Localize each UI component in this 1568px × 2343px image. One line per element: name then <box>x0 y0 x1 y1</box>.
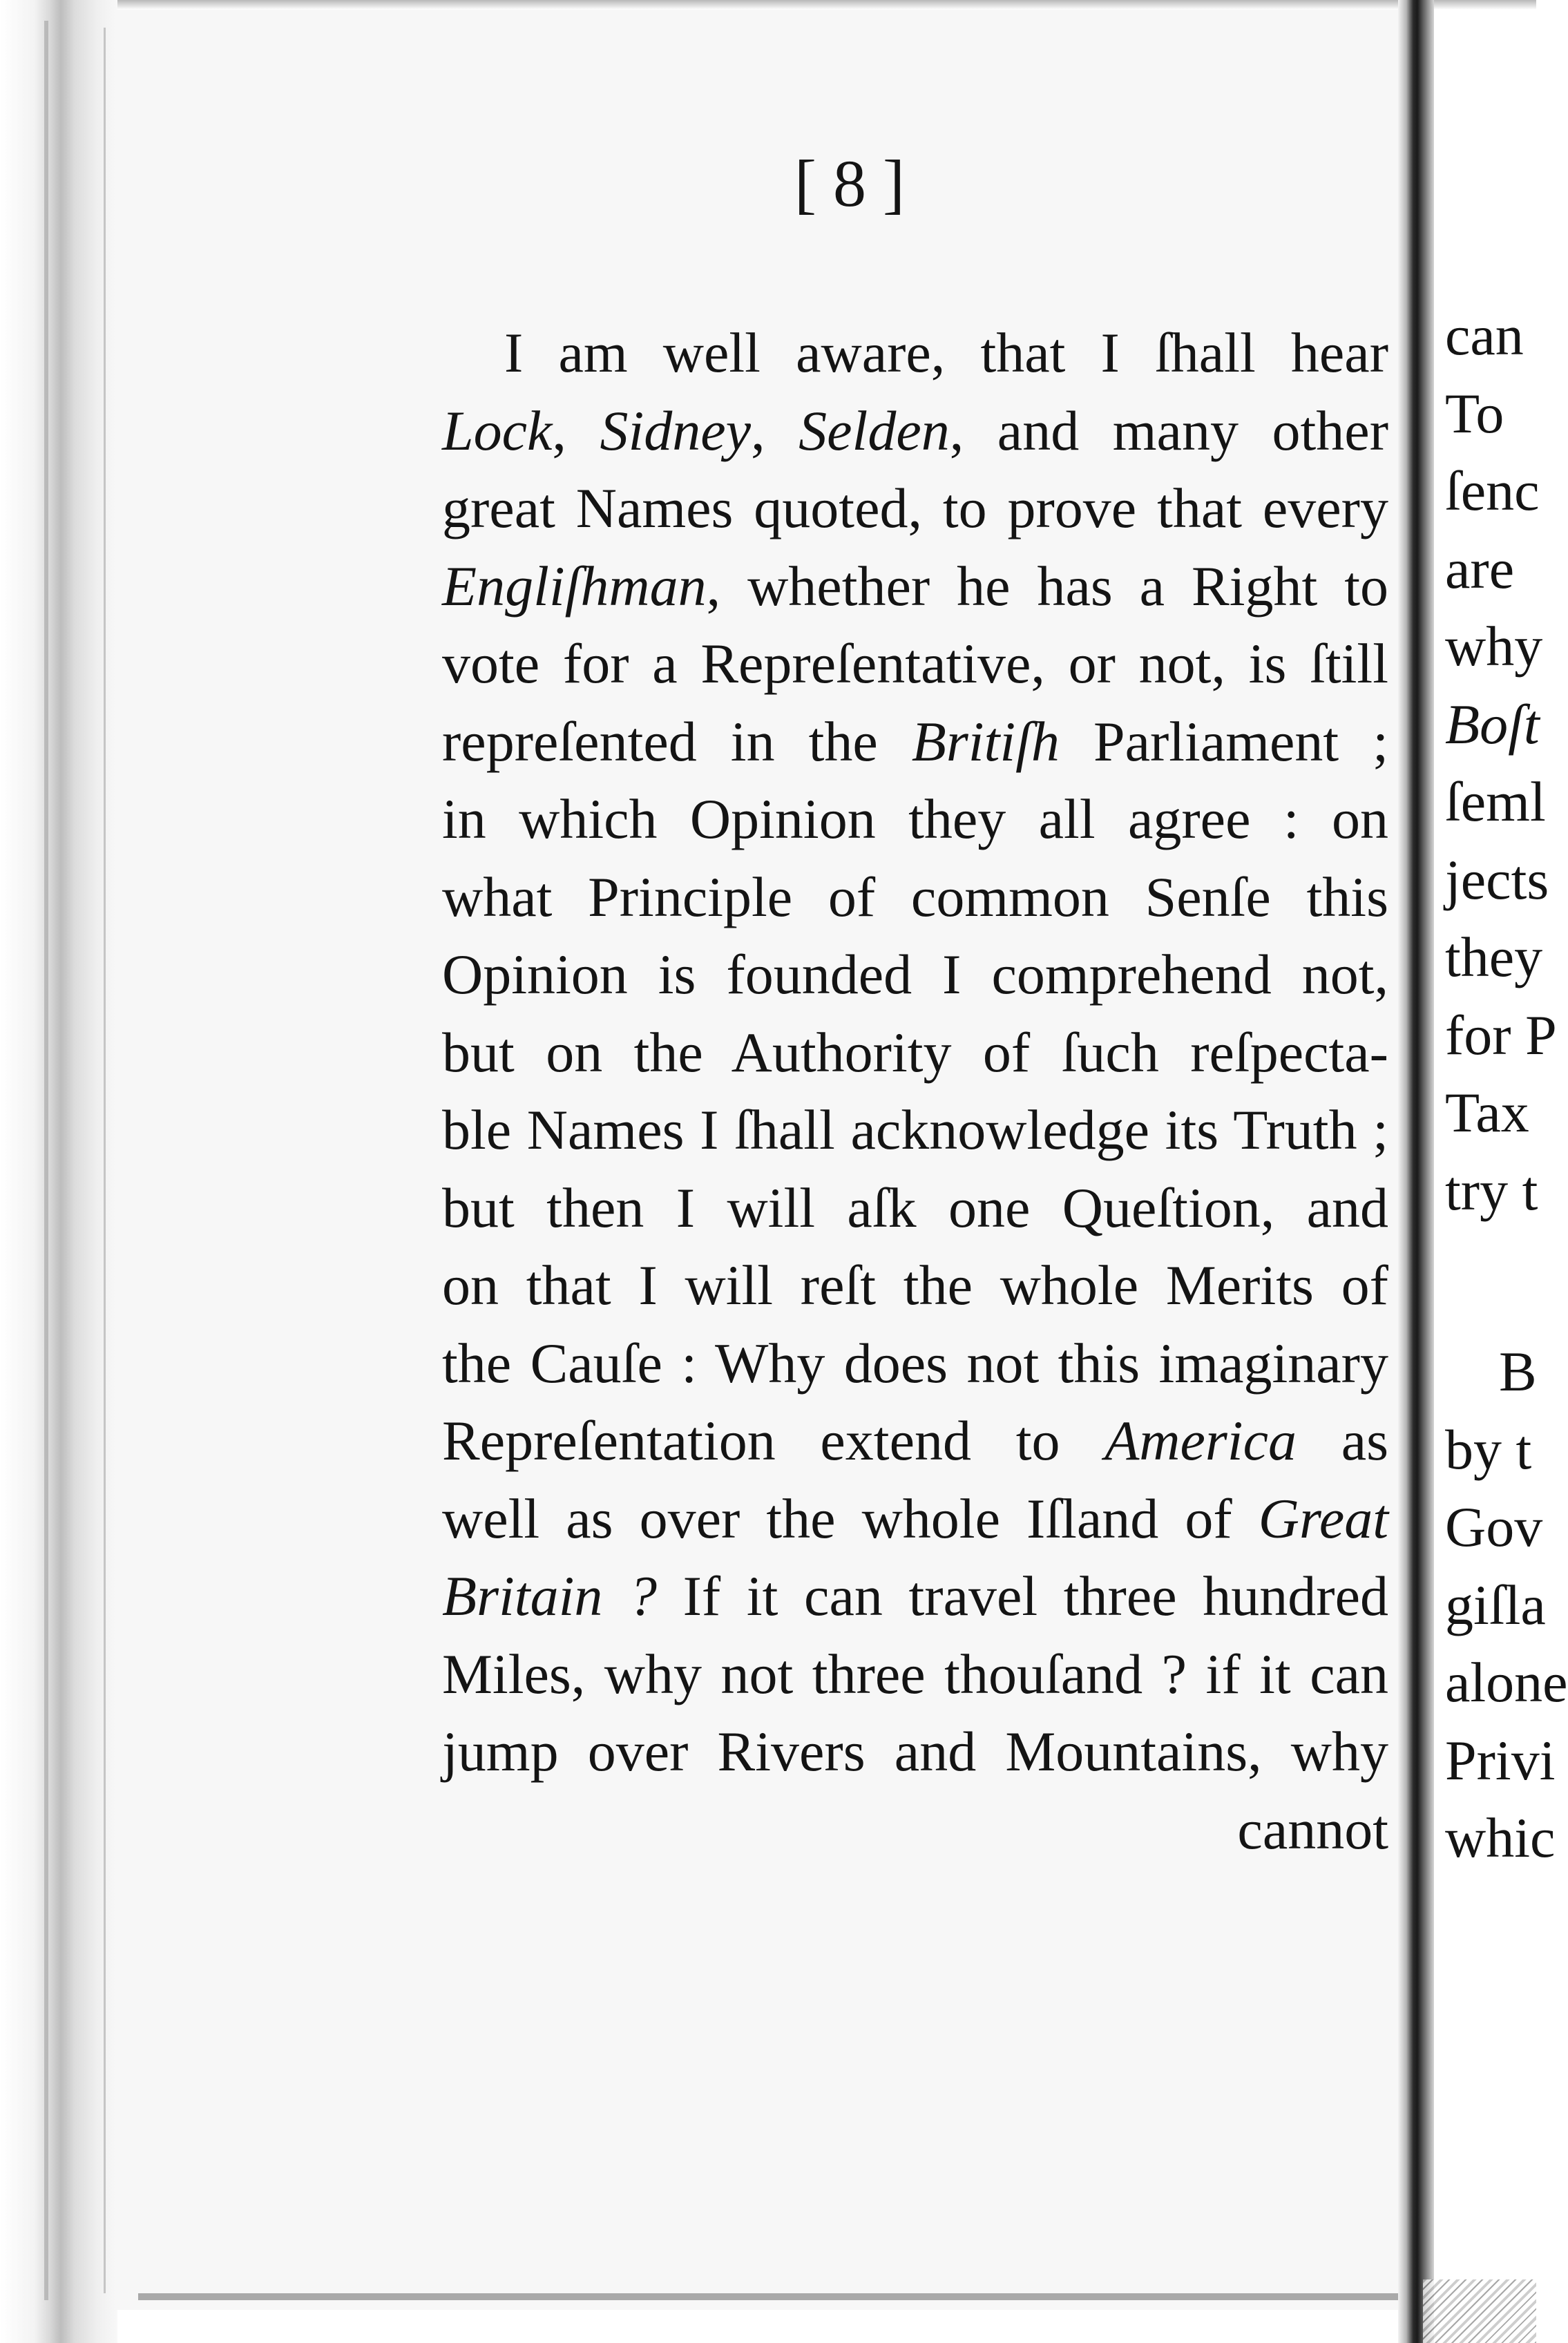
facing-page-fragment <box>1437 297 1568 1886</box>
text-line <box>442 781 1388 859</box>
text-line <box>442 1636 1388 1714</box>
text-run: well as over the whole Iſland of <box>442 1486 1259 1550</box>
page-number: [ 8 ] <box>794 146 905 220</box>
facing-page-text: B <box>1499 1340 1537 1403</box>
italic-run: Britiſh <box>911 709 1060 773</box>
facing-page-text: Boſt <box>1445 692 1540 756</box>
text-line <box>442 314 1388 392</box>
italic-run: America <box>1105 1409 1297 1472</box>
text-line <box>442 625 1388 703</box>
text-run: Repreſentation extend to <box>442 1409 1105 1472</box>
facing-page-text: can <box>1445 304 1524 367</box>
text-run: Opinion is founded I comprehend not, <box>442 943 1388 1006</box>
text-run: If it can travel three hundred <box>656 1565 1388 1627</box>
page-edge-line <box>104 28 106 2293</box>
book-gutter <box>1398 0 1434 2343</box>
text-run: but on the Authority of ſuch reſpecta- <box>442 1020 1388 1084</box>
text-line <box>442 1402 1388 1480</box>
italic-run: Great <box>1258 1486 1388 1550</box>
text-line <box>442 1558 1388 1636</box>
facing-page-text: giſla <box>1445 1573 1546 1636</box>
facing-page-text: jects <box>1445 848 1549 911</box>
text-line <box>442 1247 1388 1325</box>
facing-page-text: whic <box>1445 1806 1556 1869</box>
text-run: , whether he has a Right to <box>706 554 1388 618</box>
facing-page-text: Tax <box>1445 1081 1529 1144</box>
facing-page-text: Privi <box>1445 1728 1556 1792</box>
text-line <box>442 1091 1388 1169</box>
paragraph-gap <box>1437 1230 1536 1333</box>
binding-line <box>44 21 48 2300</box>
italic-run: Lock <box>442 399 553 462</box>
text-run: , and many other <box>949 399 1389 462</box>
catchword: cannot <box>1237 1797 1388 1861</box>
italic-run: Britain ? <box>442 1565 657 1627</box>
text-line <box>442 703 1388 781</box>
facing-page-text: Gov <box>1445 1495 1543 1558</box>
text-run: , <box>552 399 600 462</box>
text-line <box>442 548 1388 626</box>
text-run: I am well aware, that I ſhall hear <box>504 321 1388 384</box>
facing-page-text: alone <box>1445 1651 1568 1714</box>
text-run: great Names quoted, to prove that every <box>442 477 1388 539</box>
text-line <box>442 392 1388 470</box>
text-run: on that I will reſt the whole Merits of <box>442 1254 1388 1317</box>
page-bottom-edge <box>138 2293 1416 2300</box>
facing-page-text: ſeml <box>1445 770 1546 833</box>
text-run: as <box>1296 1409 1388 1472</box>
text-run: Miles, why not three thouſand ? if it can <box>442 1642 1388 1705</box>
text-run: but then I will aſk one Queſtion, and <box>442 1176 1388 1239</box>
text-run: repreſented in the <box>442 709 912 773</box>
facing-page-text: they <box>1445 926 1543 988</box>
italic-run: Engliſhman <box>442 554 707 618</box>
text-run: Parliament ; <box>1059 709 1388 773</box>
facing-page-text: by t <box>1445 1417 1532 1481</box>
text-line <box>442 1169 1388 1247</box>
left-binding-edge <box>0 0 117 2343</box>
text-line <box>442 1480 1388 1558</box>
scan-noise <box>1423 2279 1536 2343</box>
text-run: vote for a Repreſentative, or not, is ſtill <box>442 632 1388 695</box>
facing-page-text: for P <box>1445 1003 1557 1067</box>
facing-page-text: To <box>1445 381 1504 445</box>
text-run: what Principle of common Senſe this <box>442 865 1388 928</box>
text-run: in which Opinion they all agree : on <box>442 787 1388 850</box>
text-line <box>442 1713 1388 1791</box>
facing-page-text: why <box>1445 615 1543 678</box>
text-line <box>442 1325 1388 1403</box>
text-line <box>442 1014 1388 1092</box>
text-line <box>442 936 1388 1014</box>
text-line <box>442 859 1388 937</box>
text-run: jump over Rivers and Mountains, why <box>442 1720 1388 1783</box>
facing-page-text: are <box>1445 537 1515 600</box>
text-run: , <box>751 399 799 462</box>
italic-run: Sidney <box>600 399 752 462</box>
scan-top-shadow <box>0 0 1536 10</box>
text-run: ble Names I ſhall acknowledge its Truth ; <box>442 1098 1388 1161</box>
body-text <box>442 314 1388 1868</box>
facing-page-text: ſenc <box>1445 459 1540 522</box>
italic-run: Selden <box>799 399 950 462</box>
facing-page-text: try t <box>1445 1158 1538 1222</box>
text-run: the Cauſe : Why does not this imaginary <box>442 1331 1388 1395</box>
text-line <box>442 470 1388 548</box>
